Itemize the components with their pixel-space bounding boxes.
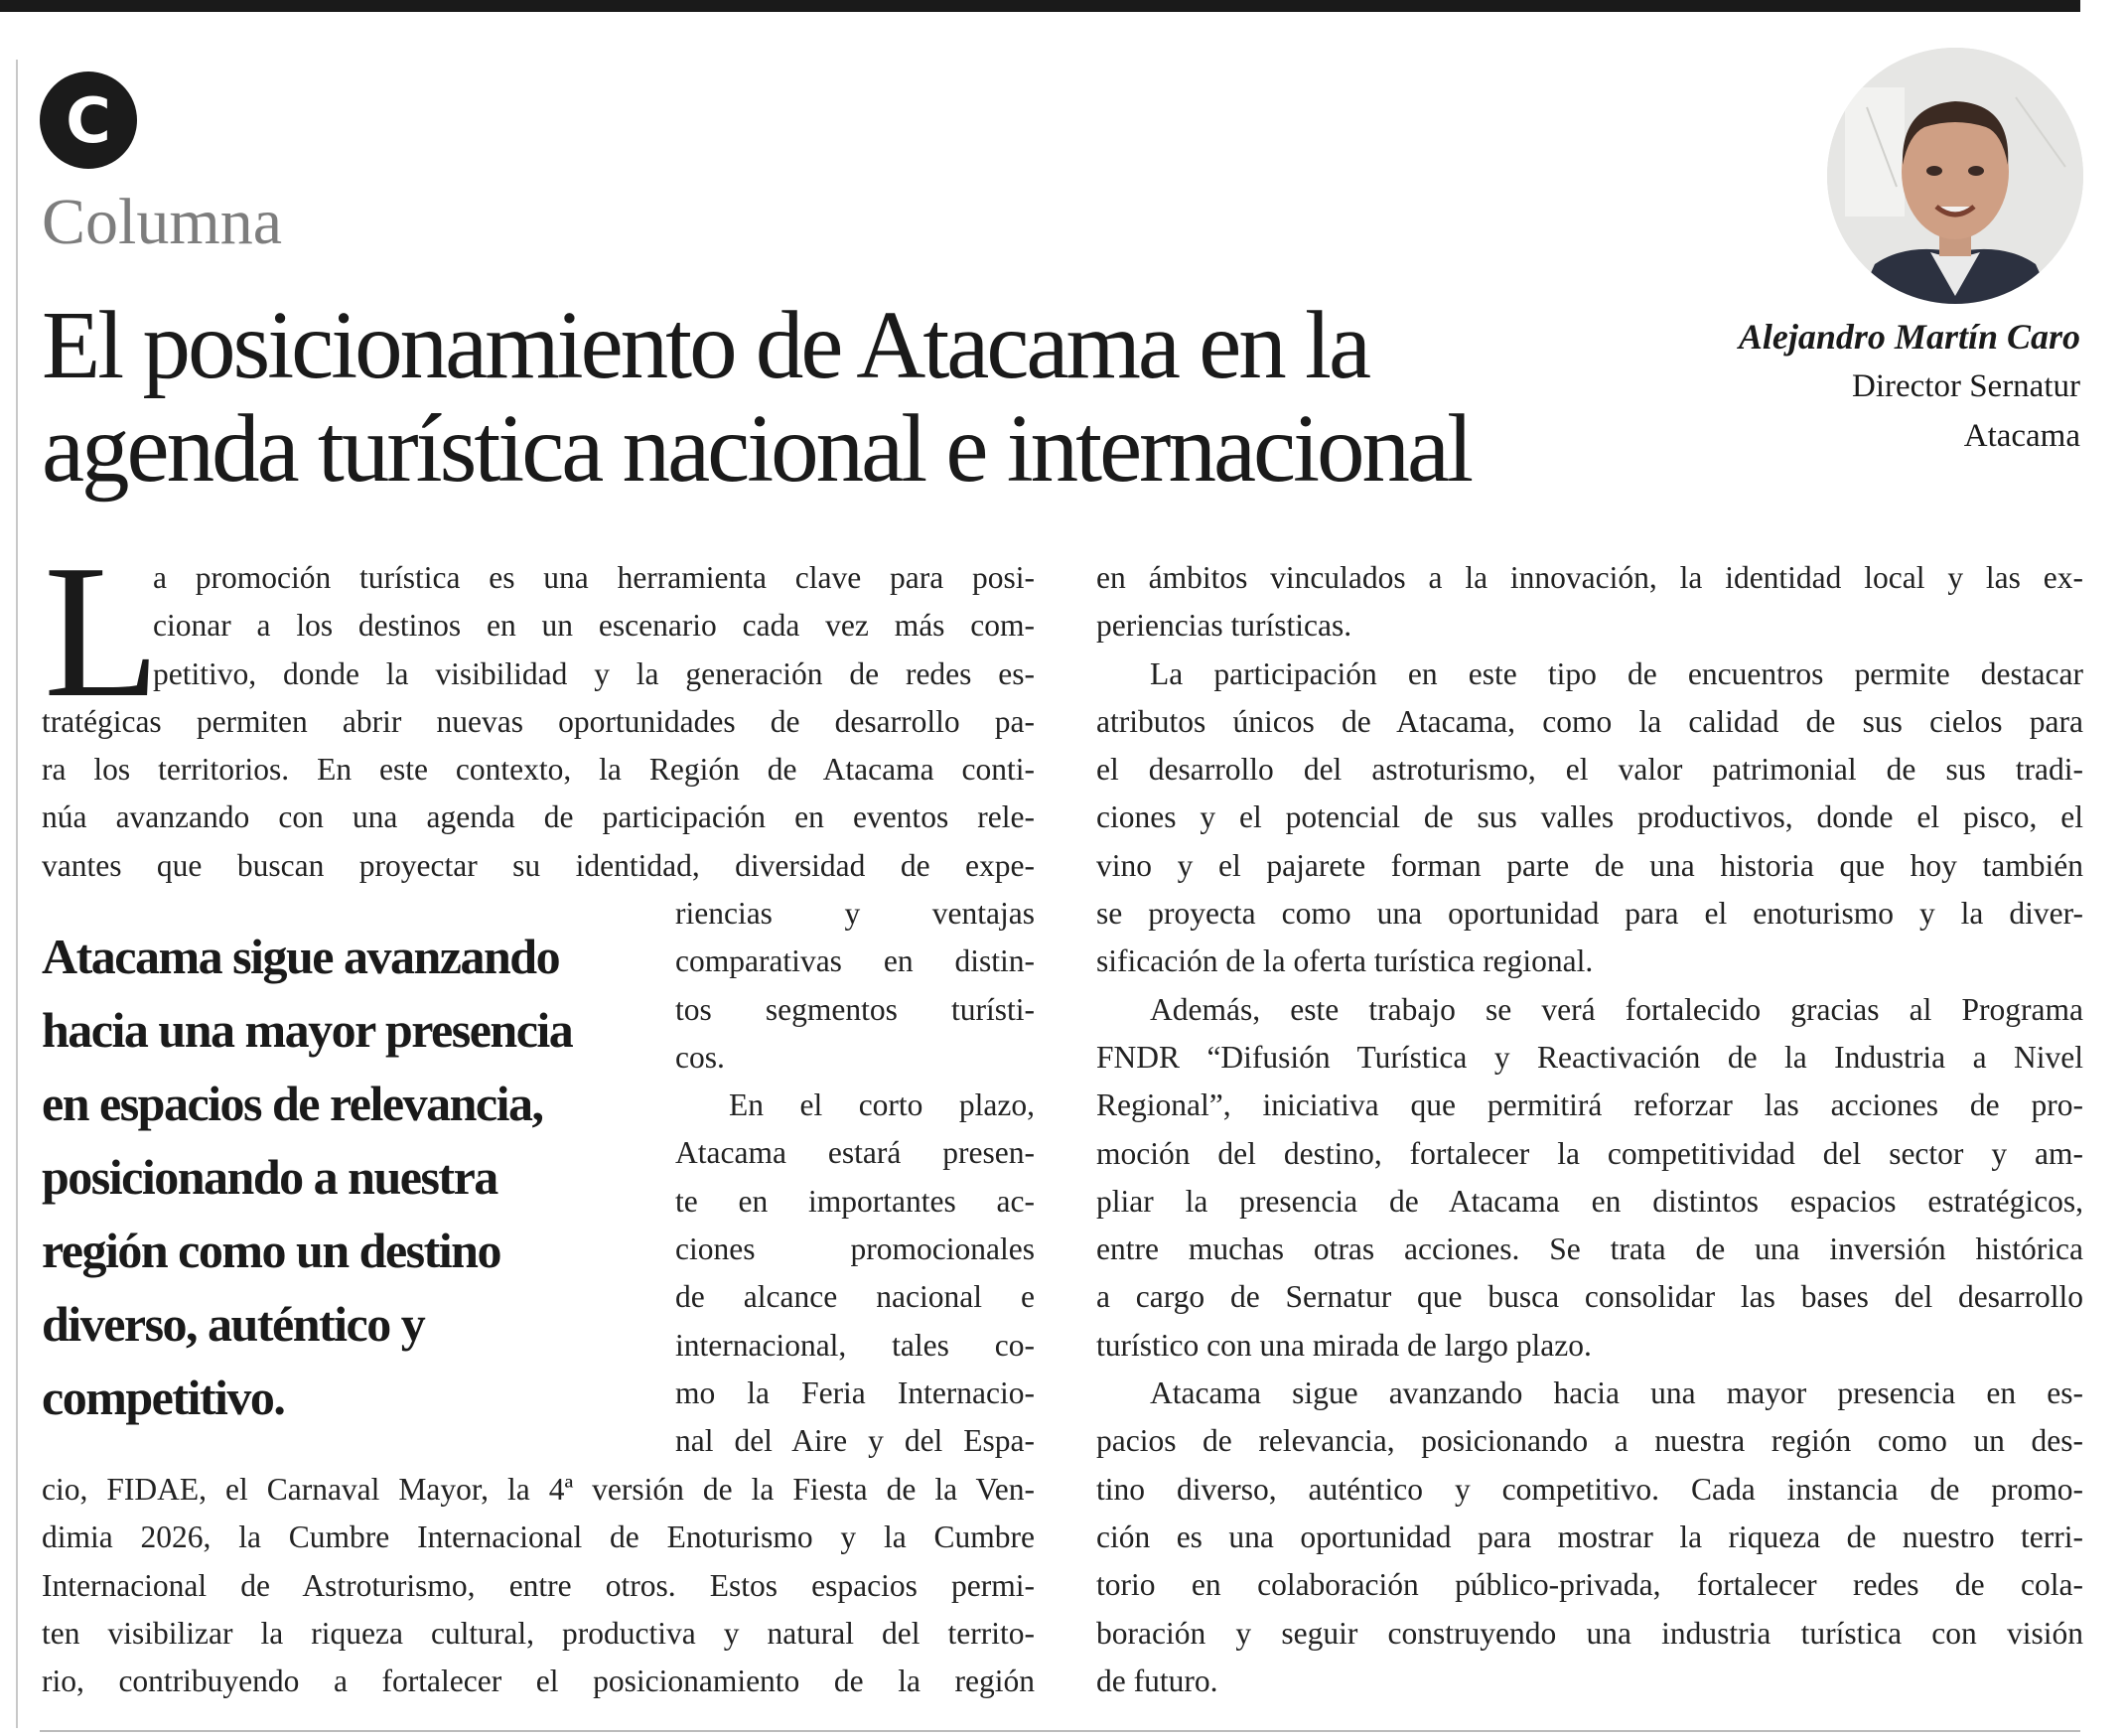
text-line: internacional, tales co-	[675, 1327, 1035, 1363]
text-line: periencias turísticas.	[1096, 608, 1352, 644]
text-line: vantes que buscan proyectar su identidad, diversidad de expe-	[42, 847, 1035, 883]
text-line: sificación de la oferta turística regional.	[1096, 943, 1594, 979]
left-rule	[16, 60, 18, 1728]
drop-cap: L	[44, 525, 161, 737]
bottom-rule	[40, 1730, 2080, 1732]
text-line: a promoción turística es una herramienta clave para posi-	[153, 560, 1035, 595]
text-line: Atacama sigue avanzando hacia una mayor presencia en es-	[1150, 1375, 2083, 1411]
headline-line: agenda turística nacional e internacional	[42, 395, 1472, 502]
text-line: vino y el pajarete forman parte de una historia que hoy también	[1096, 847, 2083, 883]
text-line: de alcance nacional e	[675, 1279, 1035, 1315]
text-line: pliar la presencia de Atacama en distintos espacios estratégicos,	[1096, 1183, 2083, 1219]
text-line: mo la Feria Internacio-	[675, 1374, 1035, 1410]
text-line: nal del Aire y del Espa-	[675, 1423, 1035, 1459]
headline	[42, 294, 1730, 501]
text-line: En el corto plazo,	[729, 1087, 1035, 1123]
text-line: cos.	[675, 1039, 725, 1075]
pull-quote-line: posicionando a nuestra	[42, 1149, 497, 1205]
pull-quote-line: en espacios de relevancia,	[42, 1076, 543, 1131]
author-photo	[1827, 48, 2083, 304]
text-line: en ámbitos vinculados a la innovación, la identidad local y las ex-	[1096, 560, 2083, 595]
text-line: ra los territorios. En este contexto, la Región de Atacama conti-	[42, 752, 1035, 788]
text-line: núa avanzando con una agenda de participación en eventos rele-	[42, 799, 1035, 835]
text-line: cionar a los destinos en un escenario cada vez más com-	[153, 608, 1035, 644]
top-rule	[0, 0, 2080, 12]
text-line: Regional”, iniciativa que permitirá reforzar las acciones de pro-	[1096, 1087, 2083, 1123]
text-line: el desarrollo del astroturismo, el valor patrimonial de sus tradi-	[1096, 752, 2083, 788]
headline-line: El posicionamiento de Atacama en la	[42, 292, 1369, 398]
text-line: cio, FIDAE, el Carnaval Mayor, la 4ª versión de la Fiesta de la Ven-	[42, 1472, 1035, 1507]
text-line: Además, este trabajo se verá fortalecido gracias al Programa	[1150, 991, 2083, 1027]
pull-quote-line: Atacama sigue avanzando	[42, 929, 560, 984]
author-block	[1739, 312, 2080, 461]
pull-quote-line: región como un destino	[42, 1223, 500, 1278]
article-column-1-bottom	[42, 1466, 1035, 1705]
pull-quote-line: competitivo.	[42, 1370, 285, 1425]
text-line: se proyecta como una oportunidad para el enoturismo y la diver-	[1096, 896, 2083, 932]
section-badge: C	[40, 72, 137, 169]
author-name: Alejandro Martín Caro	[1738, 317, 2080, 357]
text-line: ciones promocionales	[675, 1231, 1035, 1267]
text-line: tino diverso, auténtico y competitivo. Cada instancia de promo-	[1096, 1471, 2083, 1507]
text-line: tratégicas permiten abrir nuevas oportunidades de desarrollo pa-	[42, 703, 1035, 739]
text-line: a cargo de Sernatur que busca consolidar las bases del desarrollo	[1096, 1279, 2083, 1315]
text-line: pacios de relevancia, posicionando a nuestra región como un des-	[1096, 1423, 2083, 1459]
text-line: moción del destino, fortalecer la competitividad del sector y am-	[1096, 1135, 2083, 1171]
article-column-1-top	[42, 525, 1035, 890]
text-line: torio en colaboración público-privada, fortalecer redes de cola-	[1096, 1567, 2083, 1603]
article-column-2	[1096, 554, 2083, 1705]
pull-quote-line: diverso, auténtico y	[42, 1296, 425, 1352]
author-role: Atacama	[1963, 418, 2080, 454]
text-line: Atacama estará presen-	[675, 1135, 1035, 1171]
pull-quote-line: hacia una mayor presencia	[42, 1002, 573, 1058]
text-line: riencias y ventajas	[675, 896, 1035, 931]
text-line: rio, contribuyendo a fortalecer el posicionamiento de la región	[42, 1664, 1035, 1699]
text-line: ciones y el potencial de sus valles productivos, donde el pisco, el	[1096, 799, 2083, 835]
text-line: te en importantes ac-	[675, 1183, 1035, 1219]
text-line: ción es una oportunidad para mostrar la riqueza de nuestro terri-	[1096, 1519, 2083, 1554]
text-line: de futuro.	[1096, 1663, 1218, 1698]
text-line: petitivo, donde la visibilidad y la generación de redes es-	[153, 655, 1035, 691]
text-line: Internacional de Astroturismo, entre otros. Estos espacios permi-	[42, 1567, 1035, 1603]
author-portrait-icon	[1827, 48, 2083, 304]
author-role: Director Sernatur	[1852, 368, 2080, 404]
pull-quote	[42, 920, 657, 1434]
text-line: FNDR “Difusión Turística y Reactivación de la Industria a Nivel	[1096, 1039, 2083, 1075]
text-line: boración y seguir construyendo una industria turística con visión	[1096, 1615, 2083, 1651]
text-line: turístico con una mirada de largo plazo.	[1096, 1327, 1592, 1363]
text-line: La participación en este tipo de encuentros permite destacar	[1150, 655, 2083, 691]
article-column-1-narrow	[675, 890, 1035, 1466]
text-line: ten visibilizar la riqueza cultural, productiva y natural del territo-	[42, 1615, 1035, 1651]
section-label: Columna	[42, 186, 282, 258]
text-line: tos segmentos turísti-	[675, 991, 1035, 1027]
text-line: entre muchas otras acciones. Se trata de una inversión histórica	[1096, 1231, 2083, 1267]
text-line: comparativas en distin-	[675, 943, 1035, 979]
text-line: dimia 2026, la Cumbre Internacional de Enoturismo y la Cumbre	[42, 1519, 1035, 1555]
text-line: atributos únicos de Atacama, como la calidad de sus cielos para	[1096, 703, 2083, 739]
